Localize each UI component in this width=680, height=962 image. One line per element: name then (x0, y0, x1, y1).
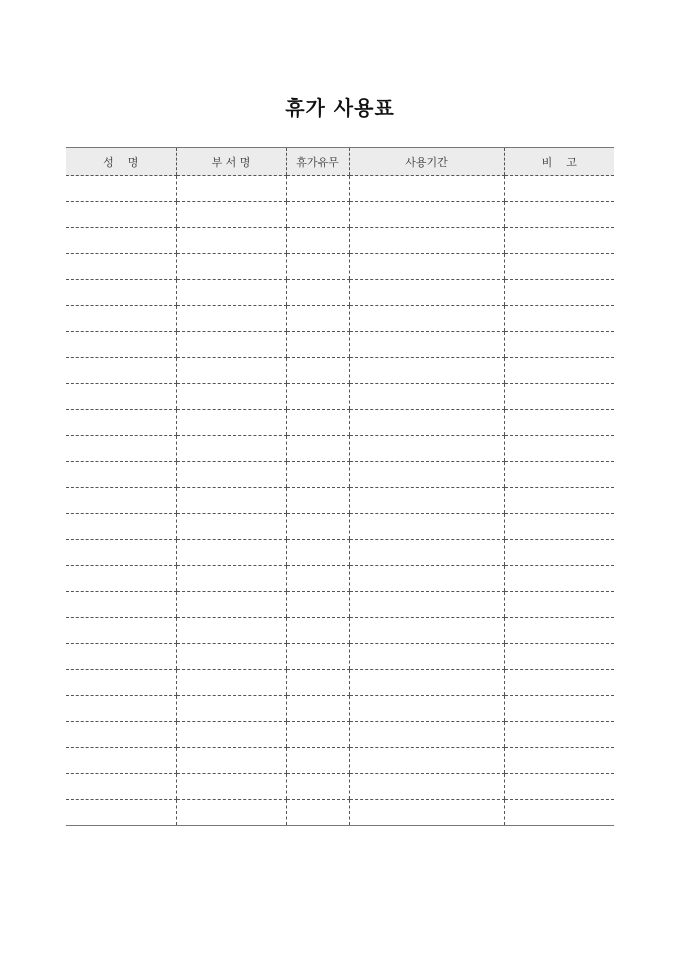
cell-department[interactable] (176, 358, 286, 384)
cell-usage-period[interactable] (349, 384, 504, 410)
table-body (66, 176, 614, 826)
cell-vacation-status[interactable] (286, 488, 349, 514)
cell-usage-period[interactable] (349, 644, 504, 670)
cell-department[interactable] (176, 332, 286, 358)
cell-name[interactable] (66, 618, 176, 644)
table-row (66, 774, 614, 800)
cell-vacation-status[interactable] (286, 644, 349, 670)
cell-remarks[interactable] (504, 618, 614, 644)
cell-usage-period[interactable] (349, 280, 504, 306)
cell-vacation-status[interactable] (286, 540, 349, 566)
cell-name[interactable] (66, 202, 176, 228)
header-usage-period: 사용기간 (349, 148, 504, 176)
cell-usage-period[interactable] (349, 566, 504, 592)
cell-remarks[interactable] (504, 748, 614, 774)
table-row (66, 696, 614, 722)
cell-vacation-status[interactable] (286, 332, 349, 358)
cell-department[interactable] (176, 670, 286, 696)
table-row (66, 228, 614, 254)
cell-vacation-status[interactable] (286, 202, 349, 228)
cell-usage-period[interactable] (349, 514, 504, 540)
cell-department[interactable] (176, 748, 286, 774)
cell-department[interactable] (176, 488, 286, 514)
cell-vacation-status[interactable] (286, 228, 349, 254)
cell-department[interactable] (176, 384, 286, 410)
table-row (66, 748, 614, 774)
cell-vacation-status[interactable] (286, 618, 349, 644)
cell-name[interactable] (66, 358, 176, 384)
cell-name[interactable] (66, 462, 176, 488)
table-row (66, 592, 614, 618)
table-row (66, 800, 614, 826)
cell-remarks[interactable] (504, 384, 614, 410)
header-name: 성 명 (66, 148, 176, 176)
cell-name[interactable] (66, 410, 176, 436)
cell-vacation-status[interactable] (286, 384, 349, 410)
cell-vacation-status[interactable] (286, 462, 349, 488)
table-row (66, 254, 614, 280)
cell-remarks[interactable] (504, 488, 614, 514)
cell-usage-period[interactable] (349, 410, 504, 436)
cell-remarks[interactable] (504, 254, 614, 280)
cell-department[interactable] (176, 410, 286, 436)
cell-usage-period[interactable] (349, 228, 504, 254)
cell-name[interactable] (66, 696, 176, 722)
cell-department[interactable] (176, 696, 286, 722)
cell-remarks[interactable] (504, 228, 614, 254)
table-row (66, 540, 614, 566)
table-row (66, 670, 614, 696)
cell-remarks[interactable] (504, 800, 614, 826)
cell-remarks[interactable] (504, 436, 614, 462)
cell-usage-period[interactable] (349, 774, 504, 800)
cell-remarks[interactable] (504, 670, 614, 696)
cell-department[interactable] (176, 800, 286, 826)
cell-name[interactable] (66, 280, 176, 306)
cell-department[interactable] (176, 618, 286, 644)
cell-usage-period[interactable] (349, 618, 504, 644)
cell-remarks[interactable] (504, 696, 614, 722)
cell-vacation-status[interactable] (286, 722, 349, 748)
cell-department[interactable] (176, 592, 286, 618)
cell-department[interactable] (176, 306, 286, 332)
cell-vacation-status[interactable] (286, 800, 349, 826)
table-row (66, 618, 614, 644)
table-row (66, 644, 614, 670)
cell-department[interactable] (176, 202, 286, 228)
header-vacation-status: 휴가유무 (286, 148, 349, 176)
cell-usage-period[interactable] (349, 592, 504, 618)
cell-remarks[interactable] (504, 358, 614, 384)
table-row (66, 332, 614, 358)
cell-usage-period[interactable] (349, 540, 504, 566)
cell-usage-period[interactable] (349, 358, 504, 384)
cell-usage-period[interactable] (349, 696, 504, 722)
cell-department[interactable] (176, 228, 286, 254)
table-row (66, 722, 614, 748)
cell-usage-period[interactable] (349, 722, 504, 748)
cell-vacation-status[interactable] (286, 514, 349, 540)
table-row (66, 306, 614, 332)
cell-name[interactable] (66, 748, 176, 774)
cell-name[interactable] (66, 670, 176, 696)
cell-usage-period[interactable] (349, 800, 504, 826)
cell-remarks[interactable] (504, 592, 614, 618)
cell-name[interactable] (66, 254, 176, 280)
table-row (66, 462, 614, 488)
cell-usage-period[interactable] (349, 306, 504, 332)
cell-department[interactable] (176, 176, 286, 202)
cell-vacation-status[interactable] (286, 566, 349, 592)
cell-remarks[interactable] (504, 722, 614, 748)
page-title: 휴가 사용표 (285, 96, 395, 120)
cell-usage-period[interactable] (349, 462, 504, 488)
cell-remarks[interactable] (504, 462, 614, 488)
cell-department[interactable] (176, 514, 286, 540)
cell-remarks[interactable] (504, 280, 614, 306)
cell-name[interactable] (66, 722, 176, 748)
table-row (66, 176, 614, 202)
cell-vacation-status[interactable] (286, 748, 349, 774)
cell-name[interactable] (66, 566, 176, 592)
cell-vacation-status[interactable] (286, 592, 349, 618)
cell-remarks[interactable] (504, 332, 614, 358)
table-row (66, 410, 614, 436)
table-row (66, 436, 614, 462)
cell-name[interactable] (66, 488, 176, 514)
cell-remarks[interactable] (504, 540, 614, 566)
cell-name[interactable] (66, 332, 176, 358)
cell-remarks[interactable] (504, 774, 614, 800)
cell-department[interactable] (176, 436, 286, 462)
cell-department[interactable] (176, 540, 286, 566)
table-row (66, 358, 614, 384)
cell-usage-period[interactable] (349, 436, 504, 462)
cell-name[interactable] (66, 644, 176, 670)
header-department: 부 서 명 (176, 148, 286, 176)
cell-department[interactable] (176, 644, 286, 670)
cell-name[interactable] (66, 228, 176, 254)
cell-remarks[interactable] (504, 176, 614, 202)
cell-usage-period[interactable] (349, 176, 504, 202)
cell-department[interactable] (176, 280, 286, 306)
cell-usage-period[interactable] (349, 488, 504, 514)
cell-name[interactable] (66, 514, 176, 540)
cell-usage-period[interactable] (349, 670, 504, 696)
cell-name[interactable] (66, 592, 176, 618)
cell-department[interactable] (176, 254, 286, 280)
cell-vacation-status[interactable] (286, 696, 349, 722)
cell-remarks[interactable] (504, 202, 614, 228)
cell-department[interactable] (176, 774, 286, 800)
cell-name[interactable] (66, 384, 176, 410)
table-row (66, 488, 614, 514)
cell-remarks[interactable] (504, 410, 614, 436)
header-remarks: 비 고 (504, 148, 614, 176)
cell-department[interactable] (176, 722, 286, 748)
cell-remarks[interactable] (504, 566, 614, 592)
cell-usage-period[interactable] (349, 748, 504, 774)
cell-name[interactable] (66, 800, 176, 826)
cell-name[interactable] (66, 774, 176, 800)
cell-vacation-status[interactable] (286, 670, 349, 696)
cell-usage-period[interactable] (349, 332, 504, 358)
cell-vacation-status[interactable] (286, 280, 349, 306)
table-row (66, 280, 614, 306)
cell-vacation-status[interactable] (286, 176, 349, 202)
cell-vacation-status[interactable] (286, 254, 349, 280)
cell-vacation-status[interactable] (286, 410, 349, 436)
cell-name[interactable] (66, 540, 176, 566)
cell-name[interactable] (66, 176, 176, 202)
table-row (66, 202, 614, 228)
table-row (66, 384, 614, 410)
cell-vacation-status[interactable] (286, 774, 349, 800)
cell-usage-period[interactable] (349, 202, 504, 228)
cell-department[interactable] (176, 462, 286, 488)
cell-name[interactable] (66, 306, 176, 332)
table-header-row (66, 148, 614, 176)
table-row (66, 566, 614, 592)
cell-vacation-status[interactable] (286, 306, 349, 332)
cell-vacation-status[interactable] (286, 358, 349, 384)
cell-remarks[interactable] (504, 306, 614, 332)
cell-name[interactable] (66, 436, 176, 462)
cell-department[interactable] (176, 566, 286, 592)
vacation-usage-table (66, 147, 614, 826)
cell-usage-period[interactable] (349, 254, 504, 280)
table-row (66, 514, 614, 540)
cell-vacation-status[interactable] (286, 436, 349, 462)
cell-remarks[interactable] (504, 644, 614, 670)
cell-remarks[interactable] (504, 514, 614, 540)
